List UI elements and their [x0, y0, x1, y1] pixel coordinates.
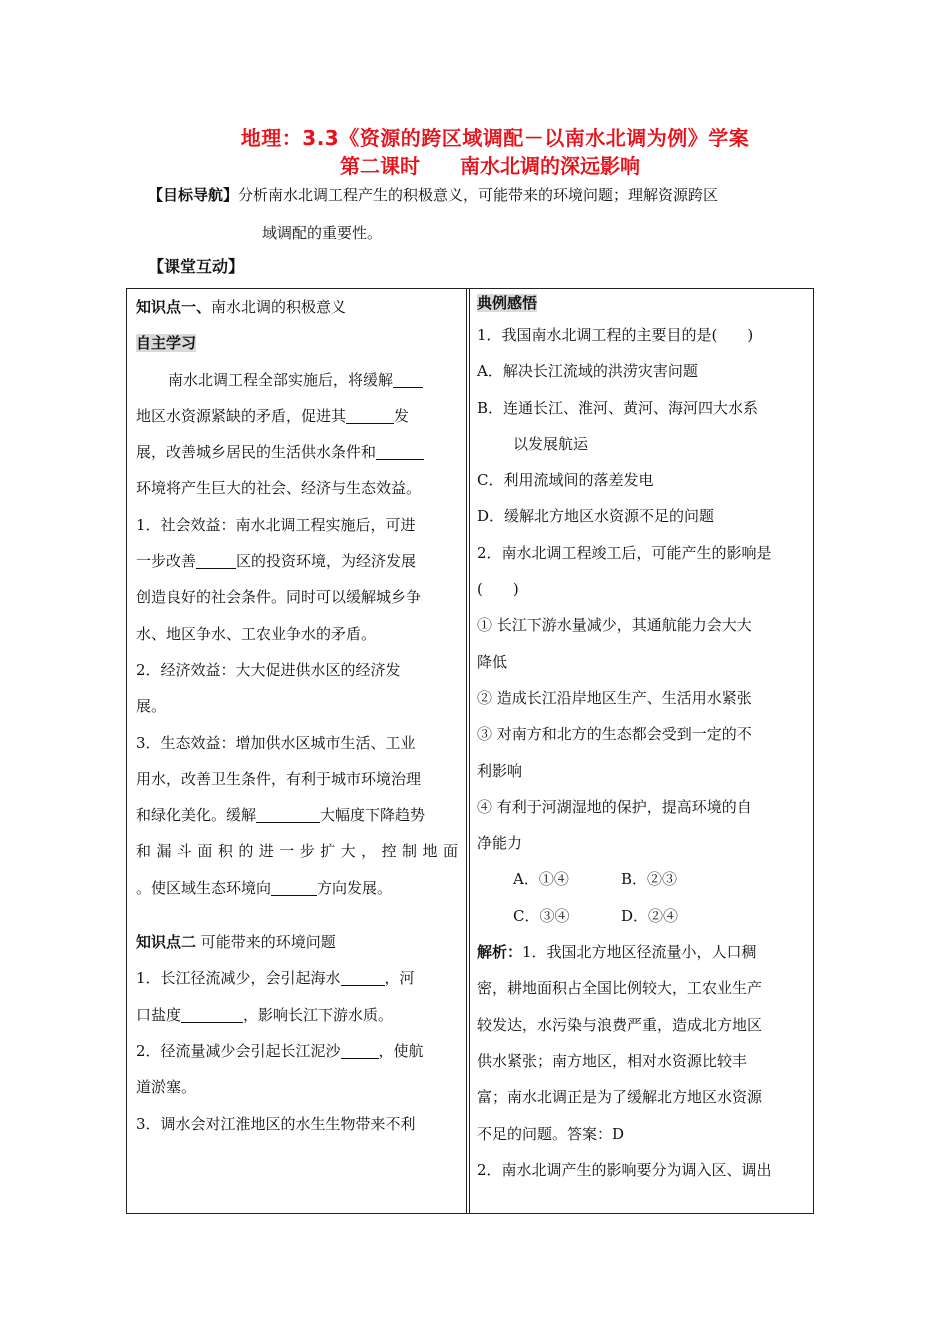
fill-blank[interactable] [181, 1007, 243, 1023]
goal-navigation-text-cont: 域调配的重要性。 [262, 224, 383, 242]
option-line: B．连通长江、淮河、黄河、海河四大水系 [477, 398, 759, 417]
text-line: 水、地区争水、工农业争水的矛盾。 [136, 624, 377, 643]
text-line: 创造良好的社会条件。同时可以缓解城乡争 [136, 588, 422, 607]
fill-blank[interactable] [196, 553, 236, 569]
knowledge-point-1: 知识点一、南水北调的积极意义 [136, 298, 347, 316]
text-line: 环境将产生巨大的社会、经济与生态效益。 [136, 479, 422, 498]
statement-line: ③ 对南方和北方的生态都会受到一定的不 [477, 725, 752, 744]
fill-blank[interactable] [346, 408, 394, 424]
text-line: 一步改善 区的投资环境，为经济发展 [136, 552, 417, 571]
answer-options-row [477, 898, 797, 934]
fill-blank[interactable] [341, 1043, 379, 1059]
analysis-line: 解析：1．我国北方地区径流量小，人口稠 [477, 943, 757, 962]
option-line: D．缓解北方地区水资源不足的问题 [477, 507, 715, 526]
doc-title: 地理：3.3《资源的跨区域调配－以南水北调为例》学案 [240, 126, 750, 150]
content-table [126, 288, 814, 1214]
fill-blank[interactable] [393, 372, 423, 388]
text-line: 3．生态效益：增加供水区城市生活、工业 [136, 733, 416, 752]
question-1: 1．我国南水北调工程的主要目的是( ) [477, 326, 754, 344]
question-2: 2．南水北调工程竣工后，可能产生的影响是 [477, 543, 772, 562]
goal-navigation-label: 【目标导航】 [148, 186, 239, 204]
analysis-line: 密，耕地面积占全国比例较大，工农业生产 [477, 979, 763, 998]
text-line: 2．经济效益：大大促进供水区的经济发 [136, 660, 401, 679]
goal-navigation-text: 分析南水北调工程产生的积极意义，可能带来的环境问题；理解资源跨区 [238, 186, 719, 204]
option-c: C．③④ [513, 906, 570, 925]
option-line: C．利用流域间的落差发电 [477, 471, 654, 490]
text-line: 展，改善城乡居民的生活供水条件和 [136, 434, 458, 470]
option-line: A．解决长江流域的洪涝灾害问题 [477, 362, 698, 381]
option-line: 以发展航运 [513, 434, 589, 453]
goal-navigation [148, 176, 808, 252]
column-divider [466, 289, 470, 1213]
text-line: 地区水资源紧缺的矛盾，促进其 发 [136, 406, 410, 425]
option-a: A．①④ [513, 870, 569, 889]
analysis-line: 富；南水北调正是为了缓解北方地区水资源 [477, 1088, 763, 1107]
text-line: 口盐度 ，影响长江下游水质。 [136, 1005, 394, 1024]
statement-line: ② 造成长江沿岸地区生产、生活用水紧张 [477, 688, 752, 707]
fill-blank[interactable] [256, 807, 320, 823]
right-column [477, 289, 797, 1188]
analysis-line: 较发达，水污染与浪费严重，造成北方地区 [477, 1015, 763, 1034]
examples-heading: 典例感悟 [477, 294, 538, 312]
analysis-line: 供水紧张；南方地区，相对水资源比较丰 [477, 1051, 748, 1070]
fill-blank[interactable] [341, 970, 385, 986]
text-line: 南水北调工程全部实施后，将缓解 [136, 362, 458, 398]
left-column [136, 289, 458, 1142]
text-line: 2．径流量减少会引起长江泥沙 ，使航 [136, 1041, 424, 1060]
text-line: 和漏斗面积的进一步扩大，控制地面 [136, 842, 458, 861]
text-line: 3．调水会对江淮地区的水生生物带来不利 [136, 1114, 416, 1133]
text-line: 和绿化美化。缓解 大幅度下降趋势 [136, 806, 426, 825]
statement-line: ① 长江下游水量减少，其通航能力会大大 [477, 616, 752, 635]
text-line: 用水，改善卫生条件，有利于城市环境治理 [136, 769, 422, 788]
statement-line: 净能力 [477, 834, 523, 853]
text-line: 展。 [136, 697, 167, 716]
option-b: B．②③ [621, 870, 678, 889]
text-line: 道淤塞。 [136, 1078, 197, 1097]
statement-line: 降低 [477, 652, 508, 671]
spacer [136, 906, 458, 924]
question-2-paren: ( ) [477, 580, 519, 599]
text-line: 1．社会效益：南水北调工程实施后，可进 [136, 515, 416, 534]
statement-line: 利影响 [477, 761, 523, 780]
analysis-line: 2．南水北调产生的影响要分为调入区、调出 [477, 1160, 772, 1179]
fill-blank[interactable] [271, 880, 317, 896]
statement-line: ④ 有利于河湖湿地的保护，提高环境的自 [477, 797, 752, 816]
section-label: 【课堂互动】 [148, 257, 245, 276]
option-d: D．②④ [621, 906, 679, 925]
fill-blank[interactable] [376, 444, 424, 460]
answer-options-row [477, 861, 797, 897]
text-line: 。使区域生态环境向 方向发展。 [136, 878, 393, 897]
knowledge-point-2: 知识点二 可能带来的环境问题 [136, 933, 336, 952]
analysis-line: 不足的问题。答案：D [477, 1124, 625, 1143]
doc-subtitle: 第二课时 南水北调的深远影响 [340, 154, 640, 178]
self-study-heading: 自主学习 [136, 334, 197, 353]
text-line: 1．长江径流减少，会引起海水 ，河 [136, 969, 415, 988]
